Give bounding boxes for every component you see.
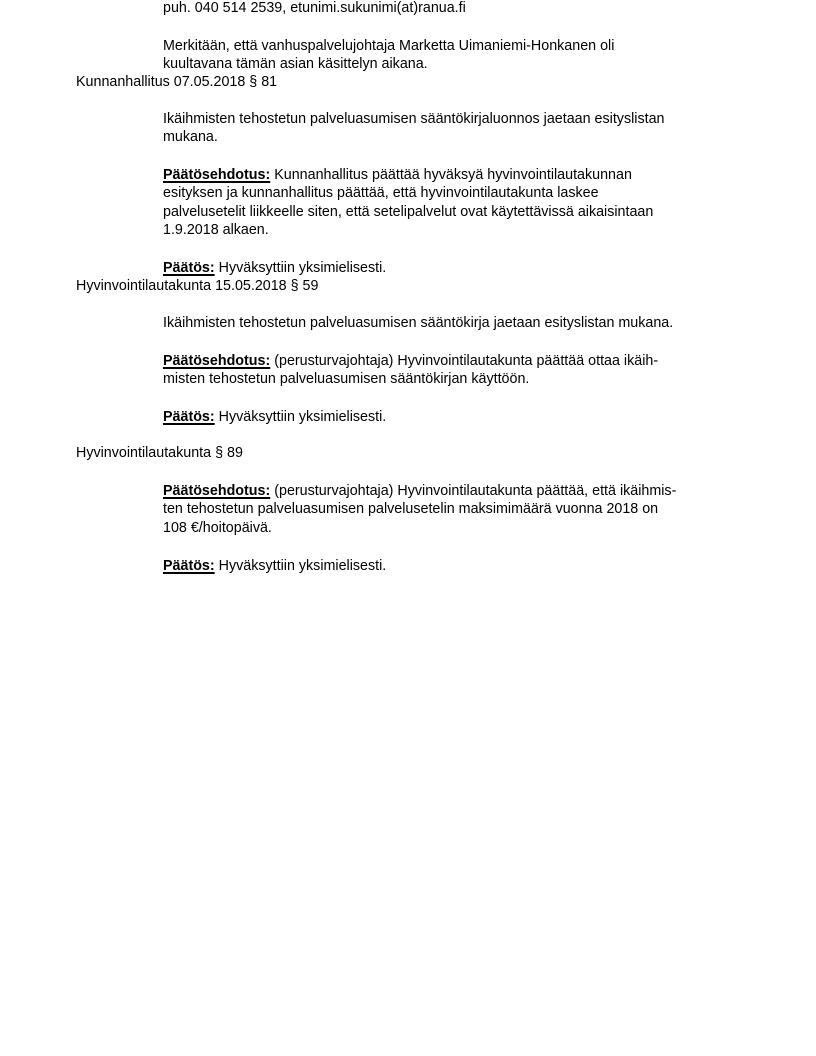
intro-line: Ikäihmisten tehostetun palveluasumisen sääntökirjaluonnos jaetaan esityslistan — [163, 111, 665, 127]
proposal-label: Päätösehdotus: — [163, 353, 271, 369]
proposal-text: (perusturvajohtaja) Hyvinvointilautakunta päättää, että ikäihmis- — [274, 483, 677, 499]
decision-label: Päätös: — [163, 409, 215, 425]
intro-line: mukana. — [163, 129, 218, 145]
proposal-line: palvelusetelit liikkeelle siten, että setelipalvelut ovat käytettävissä aikaisintaan — [163, 204, 654, 220]
note-line: Merkitään, että vanhuspalvelujohtaja Marketta Uimaniemi-Honkanen oli — [163, 38, 615, 54]
decision-line — [163, 408, 386, 426]
decision-text: Hyväksyttiin yksimielisesti. — [218, 558, 387, 574]
contact-line: puh. 040 514 2539, etunimi.sukunimi(at)ranua.fi — [163, 0, 466, 16]
proposal-line: 108 €/hoitopäivä. — [163, 520, 272, 536]
proposal-line: esityksen ja kunnanhallitus päättää, että hyvinvointilautakunta laskee — [163, 185, 599, 201]
proposal-line — [163, 352, 658, 370]
note-line: kuultavana tämän asian käsittelyn aikana. — [163, 56, 428, 72]
section-heading: Kunnanhallitus 07.05.2018 § 81 — [76, 74, 278, 90]
proposal-label: Päätösehdotus: — [163, 483, 271, 499]
decision-text: Hyväksyttiin yksimielisesti. — [218, 409, 387, 425]
decision-line — [163, 557, 386, 575]
decision-label: Päätös: — [163, 558, 215, 574]
proposal-line: 1.9.2018 alkaen. — [163, 222, 269, 238]
section-heading: Hyvinvointilautakunta 15.05.2018 § 59 — [76, 278, 319, 294]
proposal-line: ten tehostetun palveluasumisen palvelusetelin maksimimäärä vuonna 2018 on — [163, 501, 659, 517]
proposal-label: Päätösehdotus: — [163, 167, 271, 183]
proposal-line — [163, 482, 676, 500]
intro-line: Ikäihmisten tehostetun palveluasumisen sääntökirja jaetaan esityslistan mukana. — [163, 315, 674, 331]
proposal-line — [163, 166, 632, 184]
section-heading: Hyvinvointilautakunta § 89 — [76, 445, 243, 461]
proposal-text: Kunnanhallitus päättää hyväksyä hyvinvointilautakunnan — [274, 167, 632, 183]
decision-line — [163, 259, 386, 277]
proposal-line: misten tehostetun palveluasumisen sääntökirjan käyttöön. — [163, 371, 530, 387]
decision-text: Hyväksyttiin yksimielisesti. — [218, 260, 387, 276]
decision-label: Päätös: — [163, 260, 215, 276]
proposal-text: (perusturvajohtaja) Hyvinvointilautakunta päättää ottaa ikäih- — [274, 353, 659, 369]
